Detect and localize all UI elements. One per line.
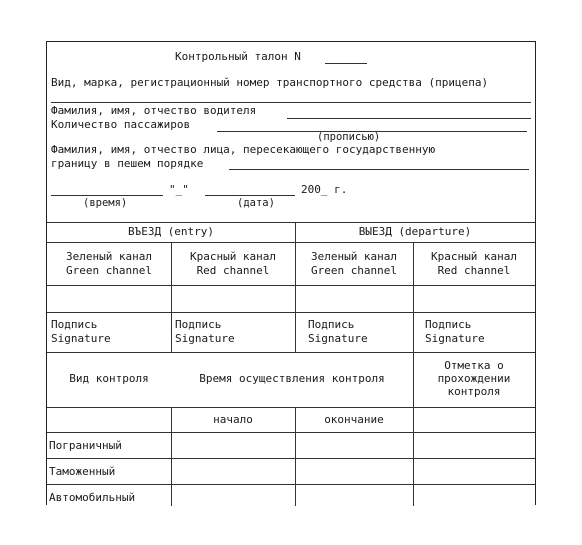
passengers-label: Количество пассажиров <box>51 118 191 131</box>
passage-mark-line: Отметка о <box>444 359 504 372</box>
signature-ru: Подпись <box>425 318 472 331</box>
signature-cell <box>175 318 235 346</box>
start-label: начало <box>213 413 253 426</box>
departure-header: ВЫЕЗД (departure) <box>358 225 472 238</box>
table-line <box>47 242 535 243</box>
year-text: 200_ г. <box>301 183 348 196</box>
coupon-number-line <box>325 63 367 64</box>
channel-entry-red <box>171 250 295 278</box>
vehicle-fill-line <box>51 102 531 103</box>
pedestrian-label-2: границу в пешем порядке <box>51 157 204 170</box>
passage-mark-line: контроля <box>447 385 501 398</box>
entry-header: ВЪЕЗД (entry) <box>127 225 215 238</box>
coupon-title: Контрольный талон N <box>175 50 301 63</box>
channel-en: Red channel <box>437 264 511 277</box>
table-line <box>47 285 535 286</box>
end-label: окончание <box>324 413 384 426</box>
date-quote: "_" <box>169 183 189 196</box>
table-line <box>47 352 535 353</box>
table-line <box>47 312 535 313</box>
channel-en: Green channel <box>65 264 153 277</box>
in-words-hint: (прописью) <box>317 131 381 143</box>
table-line <box>47 458 535 459</box>
driver-label: Фамилия, имя, отчество водителя <box>51 104 257 117</box>
control-kind-customs: Таможенный <box>49 465 116 478</box>
date-fill-line <box>205 195 295 196</box>
passage-mark-label <box>413 359 535 398</box>
passage-mark-line: прохождении <box>437 372 511 385</box>
control-kind-automobile: Автомобильный <box>49 491 136 504</box>
table-line <box>47 407 535 408</box>
table-line <box>47 432 535 433</box>
table-divider <box>413 407 414 506</box>
channel-departure-green <box>295 250 413 278</box>
pedestrian-fill-line <box>229 169 529 170</box>
signature-en: Signature <box>425 332 485 345</box>
table-line <box>47 484 535 485</box>
signature-en: Signature <box>51 332 111 345</box>
signature-cell <box>51 318 111 346</box>
signature-cell <box>308 318 368 346</box>
channel-ru: Красный канал <box>430 250 518 263</box>
signature-ru: Подпись <box>308 318 355 331</box>
vehicle-label: Вид, марка, регистрационный номер транспортного средства (прицепа) <box>51 76 489 89</box>
control-type-label: Вид контроля <box>69 372 149 385</box>
signature-en: Signature <box>175 332 235 345</box>
control-coupon-form <box>46 41 536 505</box>
control-time-label: Время осуществления контроля <box>199 372 385 385</box>
channel-ru: Красный канал <box>189 250 277 263</box>
table-top-line <box>47 222 535 223</box>
pedestrian-label-1: Фамилия, имя, отчество лица, пересекающего государственную <box>51 143 436 156</box>
channel-en: Green channel <box>310 264 398 277</box>
signature-cell <box>425 318 485 346</box>
date-label: (дата) <box>237 197 275 209</box>
channel-ru: Зеленый канал <box>310 250 398 263</box>
signature-ru: Подпись <box>175 318 222 331</box>
driver-fill-line <box>287 118 531 119</box>
time-fill-line <box>51 195 163 196</box>
time-label: (время) <box>83 197 128 209</box>
signature-ru: Подпись <box>51 318 98 331</box>
channel-ru: Зеленый канал <box>65 250 153 263</box>
channel-departure-red <box>413 250 535 278</box>
control-kind-border: Пограничный <box>49 439 122 452</box>
signature-en: Signature <box>308 332 368 345</box>
channel-entry-green <box>47 250 171 278</box>
channel-en: Red channel <box>196 264 270 277</box>
